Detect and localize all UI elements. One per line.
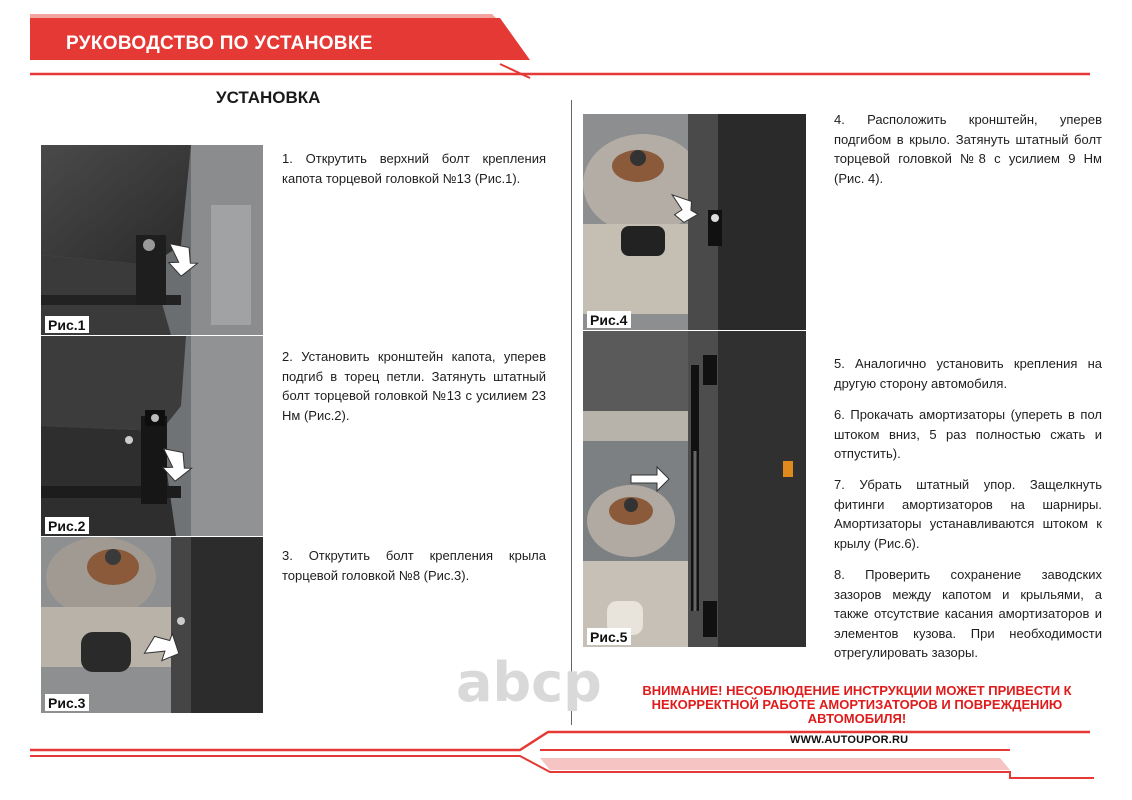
figure-1-label: Рис.1: [45, 316, 89, 333]
step-8-text: 8. Проверить сохранение заводских зазоров между капотом и крыльями, а также отсутствие касания амортизаторов и элементов кузова. При необходимости отрегулировать зазоры.: [834, 567, 1102, 660]
figure-4-photo: [583, 114, 806, 330]
figure-3-photo: [41, 537, 263, 713]
section-title: УСТАНОВКА: [216, 88, 321, 107]
figure-5-photo: [583, 331, 806, 647]
header-rule: [0, 56, 1132, 86]
step-7-text: 7. Убрать штатный упор. Защелкнуть фитинги амортизаторов на шарниры. Амортизаторы устанавливаются штоком к крылу (Рис.6).: [834, 477, 1102, 551]
step-1-text: 1. Открутить верхний болт крепления капота торцевой головкой №13 (Рис.1).: [282, 151, 546, 186]
figure-5-label: Рис.5: [587, 628, 631, 645]
step-5-text: 5. Аналогично установить крепления на другую сторону автомобиля.: [834, 356, 1102, 391]
svg-text:abcp: abcp: [456, 655, 602, 711]
warning-text: ВНИМАНИЕ! НЕСОБЛЮДЕНИЕ ИНСТРУКЦИИ МОЖЕТ ПРИВЕСТИ К НЕКОРРЕКТНОЙ РАБОТЕ АМОРТИЗАТОРОВ И ПОВРЕЖДЕНИЮ АВТОМОБИЛЯ!: [642, 683, 1072, 726]
step-3-text: 3. Открутить болт крепления крыла торцевой головкой №8 (Рис.3).: [282, 548, 546, 583]
watermark-logo: [456, 655, 636, 711]
header-title: РУКОВОДСТВО ПО УСТАНОВКЕ: [66, 33, 373, 54]
figure-3-label: Рис.3: [45, 694, 89, 711]
figure-2-label: Рис.2: [45, 517, 89, 534]
footer-rule: [0, 728, 1132, 788]
footer-url[interactable]: WWW.AUTOUPOR.RU: [790, 734, 909, 746]
figure-2-photo: [41, 336, 263, 536]
figure-1-photo: [41, 145, 263, 335]
step-2-text: 2. Установить кронштейн капота, уперев подгиб в торец петли. Затянуть штатный болт торцевой головкой №13 с усилием 23 Нм (Рис.2).: [282, 349, 546, 423]
figure-4-label: Рис.4: [587, 311, 631, 328]
step-6-text: 6. Прокачать амортизаторы (упереть в пол штоком вниз, 5 раз полностью сжать и отпустить).: [834, 407, 1102, 461]
step-4-text: 4. Расположить кронштейн, уперев подгибом в крыло. Затянуть штатный болт торцевой головкой №8 с усилием 9 Нм (Рис. 4).: [834, 112, 1102, 186]
column-divider: [571, 100, 572, 725]
